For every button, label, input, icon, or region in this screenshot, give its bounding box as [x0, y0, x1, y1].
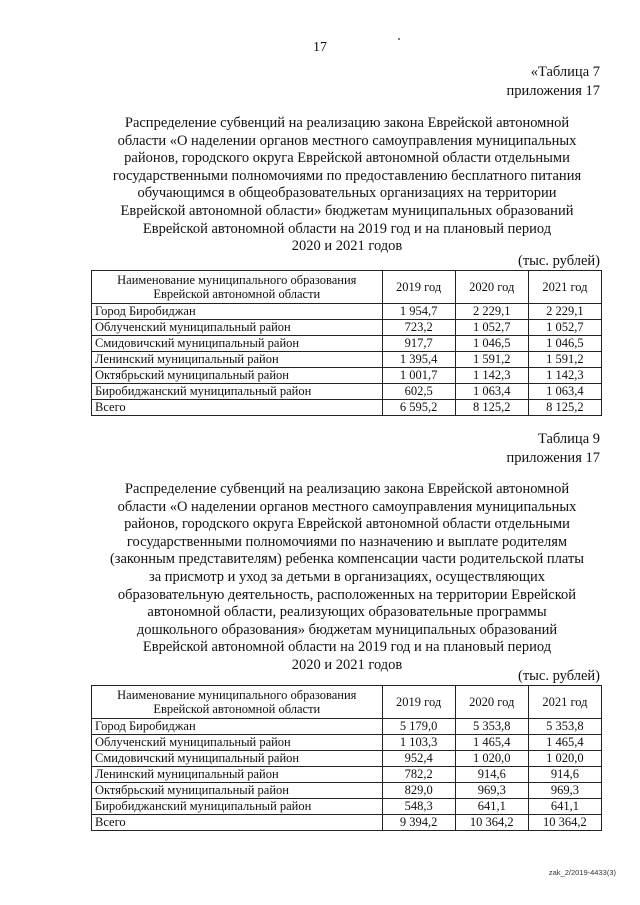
cell-2019: 9 394,2: [382, 815, 455, 831]
table9-caption: [507, 430, 600, 468]
cell-2020: 5 353,8: [455, 719, 528, 735]
row-name: Смидовичский муниципальный район: [92, 751, 383, 767]
heading-line: государственными полномочиями по назначению и выплате родителям: [126, 533, 568, 550]
cell-2019: 723,2: [382, 320, 455, 336]
table7-caption-appendix: приложения 17: [506, 83, 600, 99]
column-header-2021: 2021 год: [528, 686, 601, 719]
table-header-row: [92, 686, 602, 719]
cell-2021: 969,3: [528, 783, 601, 799]
heading-line: Еврейской автономной области» бюджетам муниципальных образований: [120, 202, 574, 219]
heading-line: Распределение субвенций на реализацию закона Еврейской автономной: [124, 115, 570, 131]
heading-line: 2020 и 2021 годов: [291, 238, 403, 255]
heading-line: области «О наделении органов местного самоуправления муниципальных: [117, 498, 577, 515]
cell-2020: 641,1: [455, 799, 528, 815]
table-row: [92, 799, 602, 815]
heading-line: области «О наделении органов местного самоуправления муниципальных: [117, 132, 577, 149]
cell-2019: 1 954,7: [382, 304, 455, 320]
row-name: Всего: [92, 400, 383, 416]
column-header-name: Наименование муниципального образования Еврейской автономной области: [92, 271, 383, 304]
row-name: Ленинский муниципальный район: [92, 352, 383, 368]
column-header-name: Наименование муниципального образования Еврейской автономной области: [92, 686, 383, 719]
table-row: [92, 320, 602, 336]
table-row: [92, 368, 602, 384]
cell-2020: 1 465,4: [455, 735, 528, 751]
heading-line: районов, городского округа Еврейской автономной области отдельными: [124, 150, 570, 167]
cell-2020: 1 063,4: [455, 384, 528, 400]
table-total-row: [92, 815, 602, 831]
cell-2020: 969,3: [455, 783, 528, 799]
cell-2019: 1 395,4: [382, 352, 455, 368]
cell-2019: 602,5: [382, 384, 455, 400]
cell-2021: 8 125,2: [528, 400, 601, 416]
table-header-row: [92, 271, 602, 304]
table7-caption-title: «Таблица 7: [530, 64, 600, 80]
column-header-2021: 2021 год: [528, 271, 601, 304]
table-total-row: [92, 400, 602, 416]
table-row: [92, 767, 602, 783]
cell-2020: 914,6: [455, 767, 528, 783]
cell-2019: 1 103,3: [382, 735, 455, 751]
table-row: [92, 735, 602, 751]
table-row: [92, 783, 602, 799]
row-name: Смидовичский муниципальный район: [92, 336, 383, 352]
heading-line: автономной области, реализующих образовательные программы: [147, 604, 547, 621]
row-name: Облученский муниципальный район: [92, 735, 383, 751]
document-footer-code: zak_2/2019-4433(3): [548, 868, 616, 877]
table7: [91, 270, 602, 416]
row-name: Октябрьский муниципальный район: [92, 368, 383, 384]
cell-2019: 952,4: [382, 751, 455, 767]
cell-2020: 1 020,0: [455, 751, 528, 767]
page-number: 17: [313, 40, 327, 55]
cell-2021: 1 465,4: [528, 735, 601, 751]
heading-line: районов, городского округа Еврейской автономной области отдельными: [124, 516, 570, 533]
cell-2021: 1 052,7: [528, 320, 601, 336]
row-name: Ленинский муниципальный район: [92, 767, 383, 783]
cell-2020: 2 229,1: [455, 304, 528, 320]
cell-2021: 914,6: [528, 767, 601, 783]
row-name: Биробиджанский муниципальный район: [92, 384, 383, 400]
cell-2019: 782,2: [382, 767, 455, 783]
table9-units: (тыс. рублей): [518, 668, 600, 684]
heading-line: дошкольного образования» бюджетам муниципальных образований: [136, 621, 558, 638]
heading-line: образовательную деятельность, расположенных на территории Еврейской: [117, 586, 577, 603]
cell-2019: 917,7: [382, 336, 455, 352]
cell-2019: 829,0: [382, 783, 455, 799]
row-name: Облученский муниципальный район: [92, 320, 383, 336]
row-name: Октябрьский муниципальный район: [92, 783, 383, 799]
heading-line: (законным представителям) ребенка компенсации части родительской платы: [109, 551, 585, 568]
cell-2021: 1 142,3: [528, 368, 601, 384]
heading-line: за присмотр и уход за детьми в организациях, осуществляющих: [148, 568, 546, 585]
cell-2019: 1 001,7: [382, 368, 455, 384]
column-header-2020: 2020 год: [455, 686, 528, 719]
cell-2021: 1 063,4: [528, 384, 601, 400]
table7-units: (тыс. рублей): [518, 253, 600, 269]
scan-speck: [398, 38, 400, 40]
heading-line: Распределение субвенций на реализацию закона Еврейской автономной: [124, 481, 570, 497]
cell-2021: 1 046,5: [528, 336, 601, 352]
table9-heading: [92, 481, 602, 675]
row-name: Всего: [92, 815, 383, 831]
cell-2021: 1 020,0: [528, 751, 601, 767]
cell-2020: 1 052,7: [455, 320, 528, 336]
cell-2019: 6 595,2: [382, 400, 455, 416]
cell-2020: 1 142,3: [455, 368, 528, 384]
cell-2021: 641,1: [528, 799, 601, 815]
cell-2021: 5 353,8: [528, 719, 601, 735]
column-header-2019: 2019 год: [382, 686, 455, 719]
row-name: Биробиджанский муниципальный район: [92, 799, 383, 815]
cell-2021: 10 364,2: [528, 815, 601, 831]
row-name: Город Биробиджан: [92, 304, 383, 320]
column-header-2020: 2020 год: [455, 271, 528, 304]
table9-caption-title: Таблица 9: [537, 431, 600, 447]
table-row: [92, 384, 602, 400]
table-row: [92, 352, 602, 368]
cell-2020: 1 046,5: [455, 336, 528, 352]
table-row: [92, 719, 602, 735]
row-name: Город Биробиджан: [92, 719, 383, 735]
table9-caption-appendix: приложения 17: [506, 450, 600, 466]
heading-line: обучающимся в общеобразовательных организациях на территории: [137, 185, 557, 202]
heading-line: 2020 и 2021 годов: [291, 656, 403, 673]
cell-2021: 2 229,1: [528, 304, 601, 320]
table-row: [92, 336, 602, 352]
cell-2019: 5 179,0: [382, 719, 455, 735]
column-header-2019: 2019 год: [382, 271, 455, 304]
cell-2020: 10 364,2: [455, 815, 528, 831]
heading-line: Еврейской автономной области на 2019 год и на плановый период: [142, 639, 552, 656]
table9: [91, 685, 602, 831]
cell-2021: 1 591,2: [528, 352, 601, 368]
cell-2019: 548,3: [382, 799, 455, 815]
table7-heading: [92, 115, 602, 256]
table-row: [92, 751, 602, 767]
table-row: [92, 304, 602, 320]
table7-caption: [507, 63, 600, 101]
cell-2020: 1 591,2: [455, 352, 528, 368]
cell-2020: 8 125,2: [455, 400, 528, 416]
heading-line: Еврейской автономной области на 2019 год и на плановый период: [142, 220, 552, 237]
heading-line: государственными полномочиями по предоставлению бесплатного питания: [112, 167, 582, 184]
